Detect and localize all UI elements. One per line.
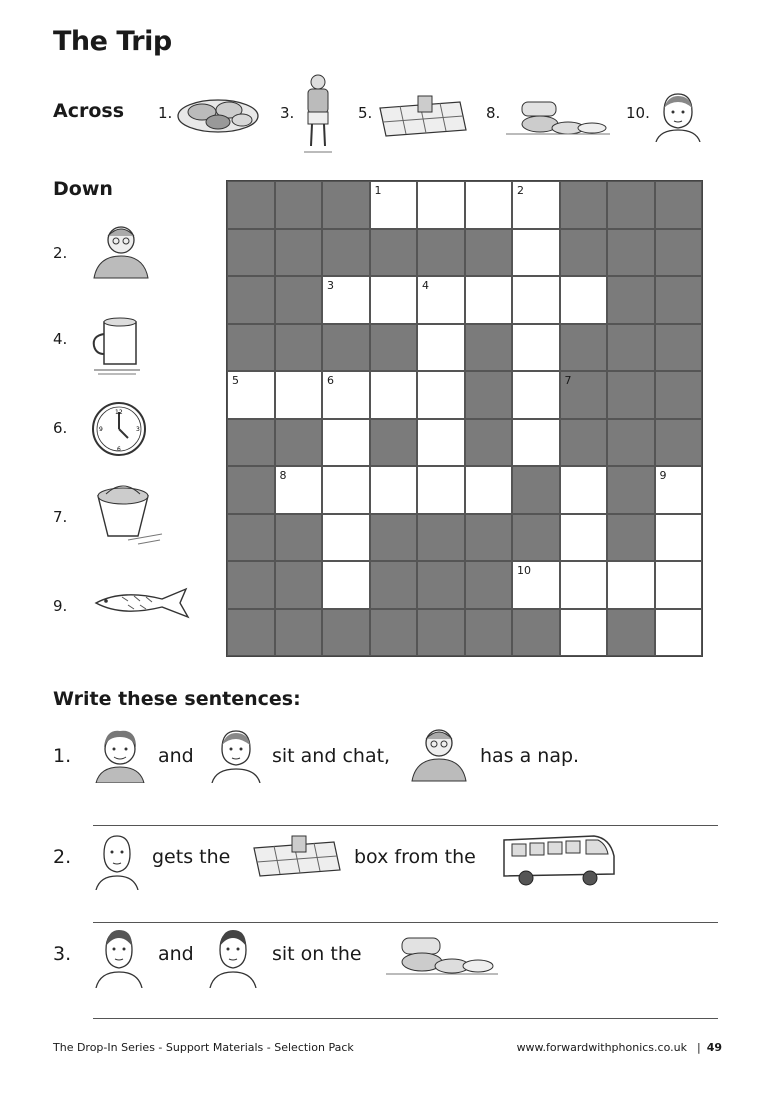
crossword-cell[interactable] bbox=[465, 181, 513, 229]
crossword-block bbox=[512, 466, 560, 514]
footer-right bbox=[517, 1041, 722, 1054]
woman-face-icon bbox=[650, 90, 704, 142]
crossword-cell[interactable] bbox=[322, 371, 370, 419]
across-clue-number: 5. bbox=[358, 104, 373, 122]
crossword-cell[interactable] bbox=[465, 466, 513, 514]
crossword-block bbox=[655, 419, 703, 467]
page-number: 49 bbox=[706, 1041, 722, 1054]
crossword-block bbox=[607, 466, 655, 514]
crossword-block bbox=[227, 609, 275, 657]
crossword-cell[interactable] bbox=[655, 466, 703, 514]
boy-in-shorts-icon bbox=[296, 72, 340, 160]
footer-url[interactable]: www.forwardwithphonics.co.uk bbox=[516, 1041, 687, 1054]
minibus-icon bbox=[498, 826, 618, 888]
crossword-grid bbox=[226, 180, 703, 657]
sentence-3-word: and bbox=[158, 943, 194, 965]
crossword-cell[interactable] bbox=[465, 276, 513, 324]
crossword-cell[interactable] bbox=[560, 514, 608, 562]
rocks-icon bbox=[174, 90, 262, 136]
crossword-block bbox=[322, 229, 370, 277]
sentence-1-word: has a nap. bbox=[480, 745, 580, 767]
svg-text:12: 12 bbox=[115, 409, 123, 416]
crossword-cell[interactable] bbox=[512, 371, 560, 419]
crossword-block bbox=[370, 419, 418, 467]
crossword-block bbox=[227, 514, 275, 562]
crossword-block bbox=[417, 609, 465, 657]
crossword-block bbox=[227, 229, 275, 277]
crossword-block bbox=[417, 561, 465, 609]
crossword-block bbox=[417, 229, 465, 277]
writing-line[interactable] bbox=[93, 922, 718, 923]
crossword-block bbox=[560, 419, 608, 467]
svg-text:9: 9 bbox=[99, 426, 103, 433]
clue-number-label: 1 bbox=[374, 184, 382, 197]
clue-number-label: 4 bbox=[422, 279, 429, 292]
grandmother-icon bbox=[406, 725, 472, 783]
crossword-cell[interactable] bbox=[512, 419, 560, 467]
crossword-block bbox=[465, 419, 513, 467]
crossword-cell[interactable] bbox=[275, 466, 323, 514]
crossword-block bbox=[465, 561, 513, 609]
crossword-block bbox=[560, 371, 608, 419]
page-title: The Trip bbox=[53, 26, 172, 57]
boy-face-icon bbox=[206, 928, 260, 988]
svg-text:3: 3 bbox=[136, 426, 140, 433]
crossword-block bbox=[465, 371, 513, 419]
clue-number-label: 6 bbox=[327, 374, 334, 387]
crossword-cell[interactable] bbox=[370, 371, 418, 419]
down-clue-number: 7. bbox=[53, 508, 68, 526]
across-label: Across bbox=[53, 100, 125, 122]
crossword-cell[interactable] bbox=[417, 276, 465, 324]
crossword-block bbox=[655, 371, 703, 419]
crossword-block bbox=[227, 561, 275, 609]
crossword-cell[interactable] bbox=[370, 276, 418, 324]
fish-icon bbox=[92, 585, 192, 619]
crossword-block bbox=[275, 276, 323, 324]
rocks-pile-icon bbox=[504, 98, 612, 138]
across-clue-number: 8. bbox=[486, 104, 501, 122]
crossword-cell[interactable] bbox=[322, 561, 370, 609]
crossword-block bbox=[275, 181, 323, 229]
crossword-block bbox=[227, 466, 275, 514]
crossword-cell[interactable] bbox=[560, 276, 608, 324]
crossword-cell[interactable] bbox=[417, 371, 465, 419]
crossword-cell[interactable] bbox=[560, 466, 608, 514]
clue-number-label: 10 bbox=[517, 564, 531, 577]
sentence-1-number: 1. bbox=[53, 745, 72, 767]
crossword-block bbox=[655, 324, 703, 372]
crossword-block bbox=[370, 324, 418, 372]
down-clue-number: 4. bbox=[53, 330, 68, 348]
sentence-1-word: and bbox=[158, 745, 194, 767]
crossword-block bbox=[275, 514, 323, 562]
crossword-cell[interactable] bbox=[560, 609, 608, 657]
crossword-block bbox=[370, 514, 418, 562]
crossword-block bbox=[322, 181, 370, 229]
crossword-block bbox=[560, 229, 608, 277]
clock-icon bbox=[90, 400, 148, 458]
sentence-2-number: 2. bbox=[53, 846, 72, 868]
crossword-block bbox=[275, 419, 323, 467]
boy-face-icon bbox=[92, 928, 146, 988]
writing-line[interactable] bbox=[93, 825, 718, 826]
down-clue-number: 9. bbox=[53, 597, 68, 615]
crossword-cell[interactable] bbox=[512, 324, 560, 372]
sentence-1-word: sit and chat, bbox=[272, 745, 391, 767]
across-clue-number: 10. bbox=[626, 104, 650, 122]
down-clue-number: 6. bbox=[53, 419, 68, 437]
grandmother-face-icon bbox=[92, 727, 148, 783]
crossword-block bbox=[370, 609, 418, 657]
clue-number-label: 8 bbox=[279, 469, 287, 482]
mug-icon bbox=[90, 314, 146, 376]
crossword-block bbox=[227, 276, 275, 324]
crossword-cell[interactable] bbox=[417, 466, 465, 514]
crossword-cell[interactable] bbox=[607, 561, 655, 609]
crossword-block bbox=[607, 181, 655, 229]
svg-text:6: 6 bbox=[117, 446, 121, 453]
crossword-cell[interactable] bbox=[655, 561, 703, 609]
crossword-cell[interactable] bbox=[655, 609, 703, 657]
crossword-block bbox=[370, 229, 418, 277]
crossword-block bbox=[607, 229, 655, 277]
crossword-cell[interactable] bbox=[417, 181, 465, 229]
crossword-block bbox=[275, 609, 323, 657]
clue-number-label: 5 bbox=[232, 374, 239, 387]
crossword-cell[interactable] bbox=[512, 561, 560, 609]
crossword-block bbox=[417, 514, 465, 562]
crossword-cell[interactable] bbox=[512, 181, 560, 229]
crossword-block bbox=[370, 561, 418, 609]
crossword-cell[interactable] bbox=[417, 419, 465, 467]
crossword-block bbox=[607, 419, 655, 467]
crossword-block bbox=[322, 609, 370, 657]
crossword-block bbox=[607, 276, 655, 324]
crossword-cell[interactable] bbox=[322, 466, 370, 514]
crossword-block bbox=[607, 609, 655, 657]
crossword-block bbox=[655, 276, 703, 324]
crossword-cell[interactable] bbox=[322, 514, 370, 562]
clue-number-label: 3 bbox=[327, 279, 334, 292]
crossword-block bbox=[512, 514, 560, 562]
crossword-cell[interactable] bbox=[322, 276, 370, 324]
crossword-block bbox=[655, 181, 703, 229]
sentence-3-number: 3. bbox=[53, 943, 72, 965]
clue-number-label: 7 bbox=[564, 374, 572, 387]
sentences-heading: Write these sentences: bbox=[53, 688, 301, 710]
crossword-block bbox=[275, 561, 323, 609]
across-clue-number: 1. bbox=[158, 104, 173, 122]
man-face-icon bbox=[92, 832, 142, 890]
across-clue-number: 3. bbox=[280, 104, 295, 122]
crossword-block bbox=[227, 181, 275, 229]
crossword-block bbox=[275, 324, 323, 372]
writing-line[interactable] bbox=[93, 1018, 718, 1019]
clue-number-label: 9 bbox=[659, 469, 667, 482]
crossword-block bbox=[465, 229, 513, 277]
crossword-cell[interactable] bbox=[417, 324, 465, 372]
crossword-block bbox=[465, 609, 513, 657]
lunch-box-icon bbox=[248, 834, 344, 878]
sentence-2-word: box from the bbox=[354, 846, 476, 868]
down-clue-number: 2. bbox=[53, 244, 68, 262]
crossword-block bbox=[655, 229, 703, 277]
sentence-2-word: gets the bbox=[152, 846, 231, 868]
crossword-block bbox=[465, 324, 513, 372]
bucket-icon bbox=[88, 482, 164, 546]
sentence-3-word: sit on the bbox=[272, 943, 362, 965]
crossword-cell[interactable] bbox=[227, 371, 275, 419]
crossword-cell[interactable] bbox=[655, 514, 703, 562]
woman-face-icon bbox=[206, 727, 264, 783]
rocks-pile-icon bbox=[384, 934, 500, 978]
crossword-cell[interactable] bbox=[370, 181, 418, 229]
crossword-cell[interactable] bbox=[512, 229, 560, 277]
down-label: Down bbox=[53, 178, 113, 200]
footer-series: The Drop-In Series - Support Materials - Selection Pack bbox=[53, 1041, 354, 1054]
crossword-cell[interactable] bbox=[275, 371, 323, 419]
crossword-block bbox=[465, 514, 513, 562]
crossword-cell[interactable] bbox=[370, 466, 418, 514]
grandmother-icon bbox=[88, 222, 154, 280]
lunch-box-icon bbox=[374, 94, 470, 138]
crossword-block bbox=[607, 324, 655, 372]
crossword-block bbox=[322, 324, 370, 372]
crossword-cell[interactable] bbox=[512, 276, 560, 324]
footer-divider: | bbox=[696, 1041, 701, 1054]
crossword-block bbox=[607, 514, 655, 562]
crossword-block bbox=[227, 324, 275, 372]
crossword-cell[interactable] bbox=[560, 561, 608, 609]
crossword-block bbox=[275, 229, 323, 277]
clue-number-label: 2 bbox=[517, 184, 524, 197]
crossword-block bbox=[607, 371, 655, 419]
crossword-cell[interactable] bbox=[322, 419, 370, 467]
crossword-block bbox=[512, 609, 560, 657]
crossword-block bbox=[560, 181, 608, 229]
crossword-block bbox=[560, 324, 608, 372]
crossword-block bbox=[227, 419, 275, 467]
